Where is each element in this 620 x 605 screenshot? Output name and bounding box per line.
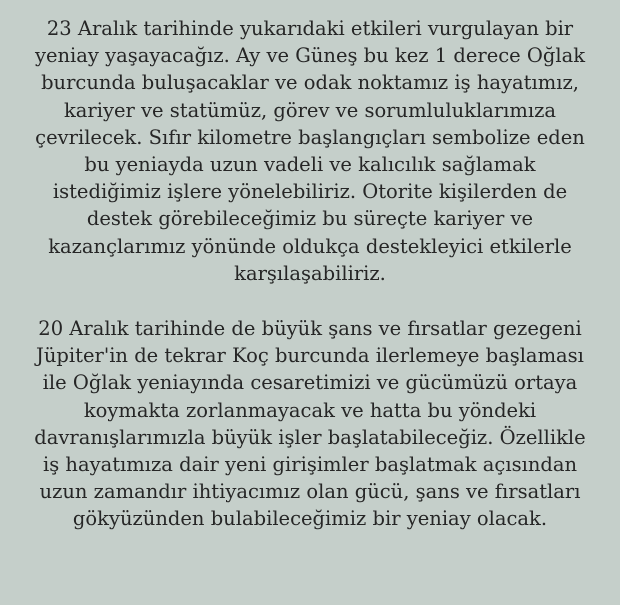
text-line: burcunda buluşacaklar ve odak noktamız iş hayatımız, [41,71,579,95]
text-line: uzun zamandır ihtiyacımız olan gücü, şans ve fırsatları [39,480,581,504]
text-line: kariyer ve statümüz, görev ve sorumluluklarımıza [63,98,557,122]
text-line: kazançlarımız yönünde oldukça destekleyici etkilerle [48,234,572,258]
text-line: destek görebileceğimiz bu süreçte kariyer ve [86,207,534,231]
paragraph-new-moon [0,15,620,287]
text-line: iş hayatımıza dair yeni girişimler başlatmak açısından [42,453,578,477]
paragraph-jupiter [0,315,620,533]
paragraph-spacer [0,287,620,315]
text-line: koymakta zorlanmayacak ve hatta bu yöndeki [83,398,537,422]
text-line: yeniay yaşayacağız. Ay ve Güneş bu kez 1 derece Oğlak [34,44,586,68]
text-line: Jüpiter'in de tekrar Koç burcunda ilerlemeye başlaması [36,344,584,368]
text-line: istediğimiz işlere yönelebiliriz. Otorite kişilerden de [52,180,568,204]
text-line: ile Oğlak yeniayında cesaretimizi ve gücümüzü ortaya [42,371,578,395]
text-line: 20 Aralık tarihinde de büyük şans ve fırsatlar gezegeni [38,317,582,341]
text-line: gökyüzünden bulabileceğimiz bir yeniay olacak. [72,507,548,531]
text-line: çevrilecek. Sıfır kilometre başlangıçları sembolize eden [35,125,585,149]
text-line: karşılaşabiliriz. [234,261,386,285]
text-line: davranışlarımızla büyük işler başlatabileceğiz. Özellikle [34,425,586,449]
text-line: bu yeniayda uzun vadeli ve kalıcılık sağlamak [84,153,536,177]
text-line: 23 Aralık tarihinde yukarıdaki etkileri vurgulayan bir [46,17,574,40]
